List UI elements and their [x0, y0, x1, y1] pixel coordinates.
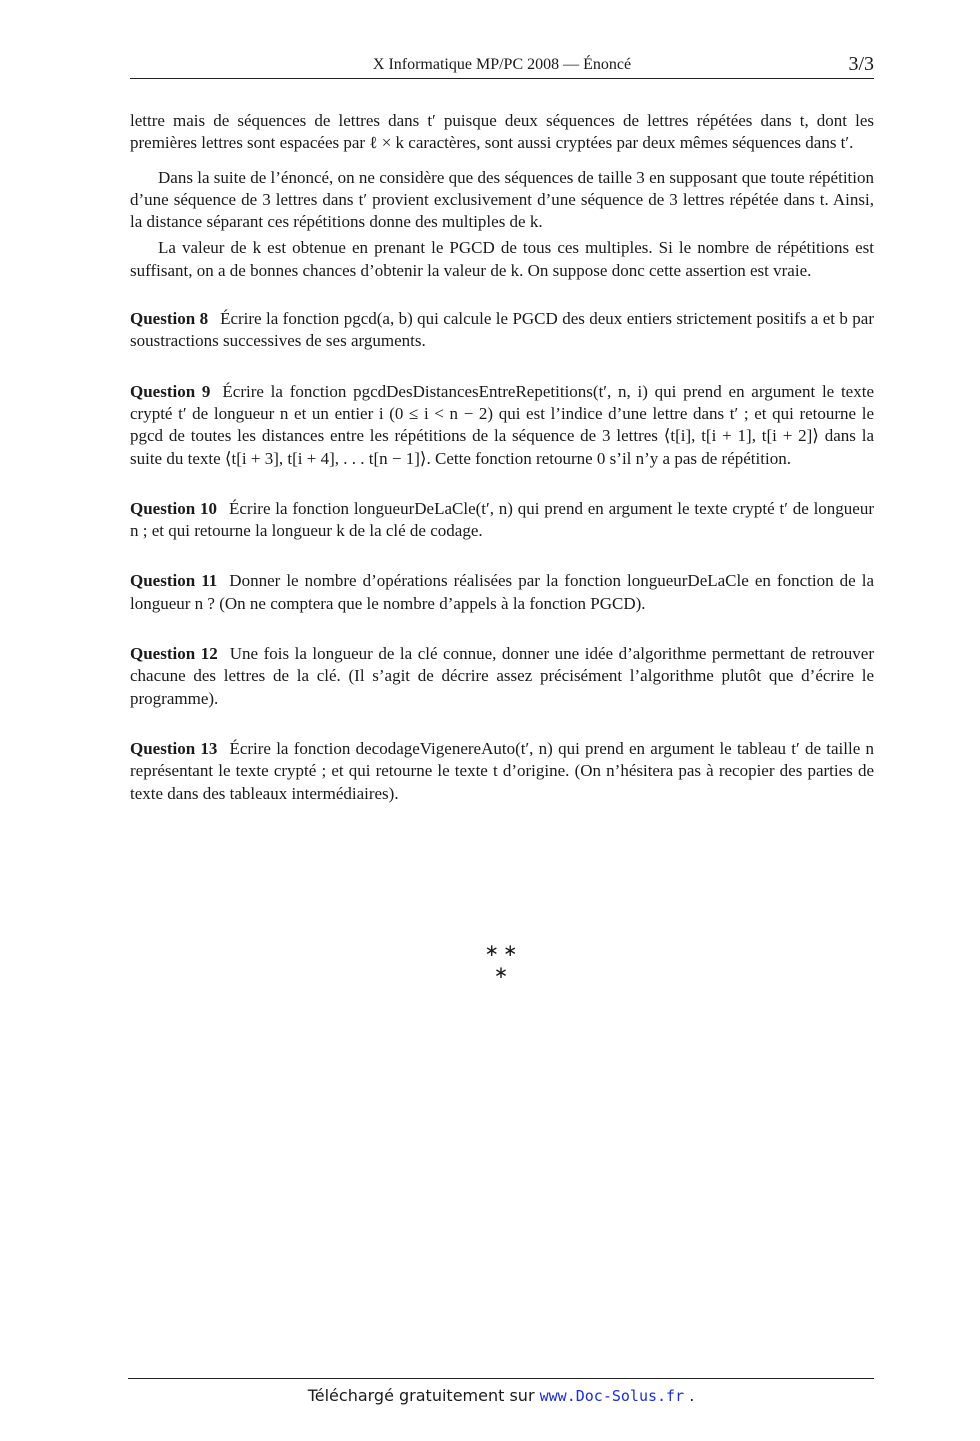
question-9: [130, 381, 874, 470]
end-stars: [0, 940, 980, 984]
question-label: Question 12: [130, 644, 218, 664]
question-label: Question 8: [130, 309, 209, 329]
question-13: [130, 738, 874, 805]
paragraph-2: Dans la suite de l’énoncé, on ne considère que des séquences de taille 3 en supposant que toute répétition d’une séquence de 3 lettres dans t′ provient exclusivement d’une séquence de 3 lettres répétée dans t. Ainsi, la distance séparant ces répétitions donne des multiples de k.: [130, 167, 874, 232]
stars-line-1: ∗ ∗: [484, 941, 518, 960]
question-8: [130, 308, 874, 353]
paragraph-1: lettre mais de séquences de lettres dans t′ puisque deux séquences de lettres répétées dans t, dont les premières lettres sont espacées par ℓ × k caractères, sont aussi cryptées par deux mêmes séquences dans t′.: [130, 111, 874, 153]
question-10: [130, 498, 874, 543]
question-11: [130, 570, 874, 615]
question-text: Écrire la fonction decodageVigenereAuto(t′, n) qui prend en argument le tableau t′ de taille n représentant le texte crypté ; et qui retourne le texte t d’origine. (On n’hésitera pas à recopier des parties de texte dans des tableaux intermédiaires).: [130, 738, 874, 803]
question-text: Une fois la longueur de la clé connue, donner une idée d’algorithme permettant de retrouver chacune des lettres de la clé. (Il s’agit de décrire assez précisément l’algorithme plutôt que d’écrire le programme).: [130, 644, 874, 708]
question-text: Écrire la fonction pgcd(a, b) qui calcule le PGCD des deux entiers strictement positifs a et b par soustractions successives de ses arguments.: [130, 309, 874, 351]
document-body: [130, 110, 874, 833]
question-label: Question 10: [130, 498, 217, 518]
question-12: [130, 643, 874, 710]
question-label: Question 9: [130, 381, 211, 401]
page-header: [130, 52, 874, 79]
question-text: Écrire la fonction pgcdDesDistancesEntreRepetitions(t′, n, i) qui prend en argument le texte crypté t′ de longueur n et un entier i (0 ≤ i < n − 2) qui est l’indice d’une lettre dans t′ ; et qui retourne le pgcd de toutes les distances entre les répétitions de la séquence de 3 lettres ⟨t[i], t[i + 1], t[i + 2]⟩ dans la suite du texte ⟨t[i + 3], t[i + 4], . . . t[n − 1]⟩. Cette fonction retourne 0 s’il n’y a pas de répétition.: [130, 381, 874, 468]
footer-end: .: [689, 1386, 695, 1405]
page-number: 3/3: [848, 53, 874, 75]
paragraph-3: La valeur de k est obtenue en prenant le PGCD de tous ces multiples. Si le nombre de répétitions est suffisant, on a de bonnes chances d’obtenir la valeur de k. On suppose donc cette assertion est vraie.: [130, 238, 874, 280]
question-text: Donner le nombre d’opérations réalisées par la fonction longueurDeLaCle en fonction de la longueur n ? (On ne comptera que le nombre d’appels à la fonction PGCD).: [130, 571, 874, 613]
header-title: X Informatique MP/PC 2008 — Énoncé: [372, 56, 632, 73]
stars-line-2: ∗: [493, 963, 509, 982]
footer-link[interactable]: www.Doc-Solus.fr: [539, 1387, 685, 1405]
footer-divider: [128, 1378, 874, 1379]
question-text: Écrire la fonction longueurDeLaCle(t′, n) qui prend en argument le texte crypté t′ de longueur n ; et qui retourne la longueur k de la clé de codage.: [130, 498, 874, 541]
question-label: Question 11: [130, 571, 218, 591]
page-footer: [0, 1386, 980, 1405]
footer-text: Téléchargé gratuitement sur: [307, 1386, 535, 1405]
question-label: Question 13: [130, 738, 218, 758]
